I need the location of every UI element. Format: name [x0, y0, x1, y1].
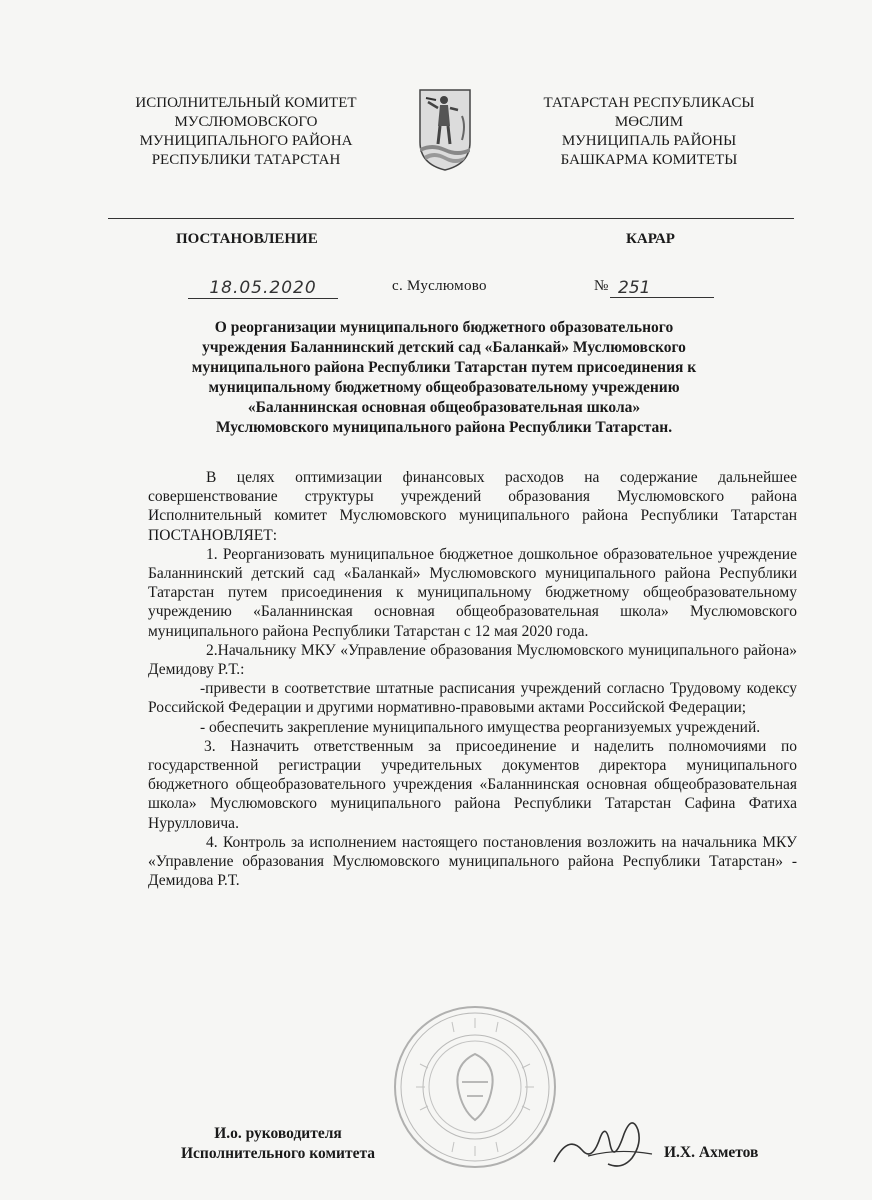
title-line: учреждения Баланнинский детский сад «Баланкай» Муслюмовского: [202, 339, 686, 356]
issuer-line: ИСПОЛНИТЕЛЬНЫЙ КОМИТЕТ: [135, 95, 357, 111]
place-of-issue: с. Муслюмово: [392, 278, 487, 294]
issuer-line: МӨСЛИМ: [614, 114, 684, 130]
doc-type-russian: ПОСТАНОВЛЕНИЕ: [176, 231, 318, 247]
issuer-name-tatar: [515, 94, 783, 170]
handwritten-number: 251: [610, 280, 714, 298]
clause-1: 1. Реорганизовать муниципальное бюджетное дошкольное образовательное учреждение Баланнинский детский сад «Баланкай» Муслюмовского муниципального района Республики Татарстан путем присоединения к муниципальному бюджетному общеобразовательному учреждению «Баланнинская основная общеобразовательная школа» Муслюмовского муниципального района Республики Татарстан с 12 мая 2020 года.: [148, 545, 797, 640]
document-title: [104, 318, 784, 438]
document-body: [148, 468, 797, 890]
issuer-line: МУНИЦИПАЛЬ РАЙОНЫ: [561, 133, 737, 149]
title-line: муниципальному бюджетному общеобразовательному учреждению: [208, 379, 680, 396]
signatory-name: И.Х. Ахметов: [664, 1144, 759, 1161]
clause-4: 4. Контроль за исполнением настоящего постановления возложить на начальника МКУ «Управление образования Муслюмовского муниципального района Республики Татарстан» - Демидова Р.Т.: [148, 833, 797, 890]
issuer-line: МУНИЦИПАЛЬНОГО РАЙОНА: [139, 133, 353, 149]
handwritten-date: 18.05.2020: [188, 280, 338, 299]
official-seal-icon: [392, 1004, 558, 1170]
header-divider: [108, 218, 794, 219]
signatory-title-line: Исполнительного комитета: [180, 1145, 376, 1162]
title-line: «Баланнинская основная общеобразовательная школа»: [247, 399, 641, 416]
title-line: Муслюмовского муниципального района Республики Татарстан.: [215, 419, 673, 436]
number-sign: №: [594, 278, 609, 294]
clause-3: 3. Назначить ответственным за присоединение и наделить полномочиями по государственной регистрации учредительных документов директора муниципального бюджетного общеобразовательного учреждения «Баланнинская основная общеобразовательная школа» Муслюмовского муниципального района Республики Татарстан Сафина Фатиха Нурулловича.: [148, 737, 797, 832]
issuer-line: МУСЛЮМОВСКОГО: [174, 114, 318, 130]
handwritten-signature-icon: [548, 1104, 658, 1176]
coat-of-arms-icon: [416, 86, 474, 172]
doc-type-tatar: КАРАР: [626, 231, 675, 247]
title-line: муниципального района Республики Татарстан путем присоединения к: [191, 359, 697, 376]
issuer-name-russian: [112, 94, 380, 170]
issuer-line: БАШКАРМА КОМИТЕТЫ: [560, 152, 738, 168]
signatory-title: [148, 1124, 408, 1164]
clause-2-item-b: - обеспечить закрепление муниципального имущества реорганизуемых учреждений.: [200, 718, 761, 736]
issuer-line: ТАТАРСТАН РЕСПУБЛИКАСЫ: [543, 95, 755, 111]
signatory-title-line: И.о. руководителя: [214, 1125, 342, 1142]
intro-paragraph: В целях оптимизации финансовых расходов на содержание дальнейшее совершенствование структуры учреждений образования Муслюмовского района Исполнительный комитет Муслюмовского муниципального района Республики Татарстан ПОСТАНОВЛЯЕТ:: [148, 469, 797, 544]
issuer-line: РЕСПУБЛИКИ ТАТАРСТАН: [151, 152, 341, 168]
title-line: О реорганизации муниципального бюджетного образовательного: [214, 319, 674, 336]
clause-2: 2.Начальнику МКУ «Управление образования Муслюмовского муниципального района» Демидову Р.Т.:: [148, 641, 797, 679]
clause-2-item-a: -привести в соответствие штатные расписания учреждений согласно Трудовому кодексу Российской Федерации и другими нормативно-правовыми актами Российской Федерации;: [148, 680, 797, 717]
